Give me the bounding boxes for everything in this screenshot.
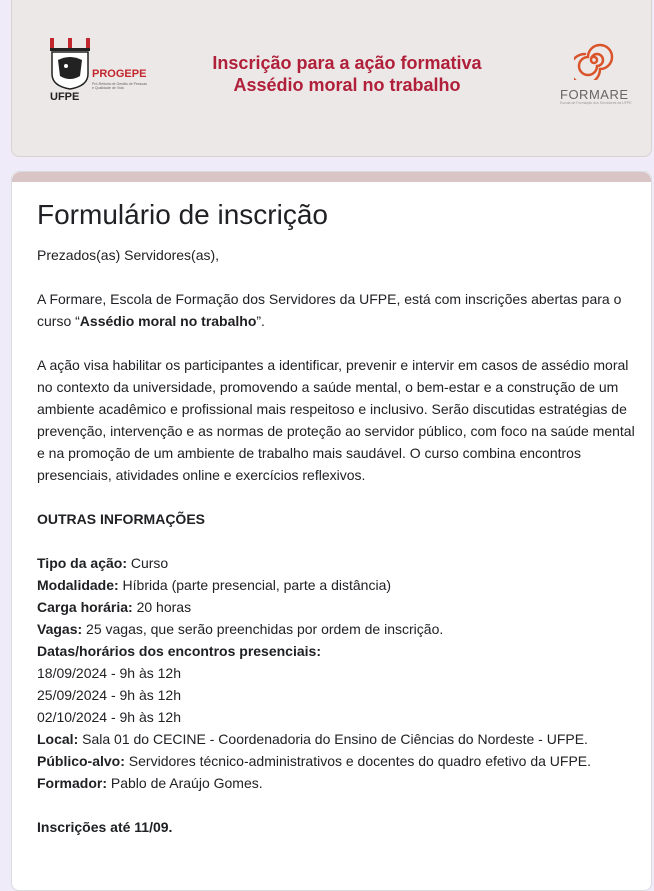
formare-label: FORMARE (560, 87, 629, 102)
vagas-value: 25 vagas, que serão preenchidas por ordem de inscrição. (82, 621, 444, 637)
formare-subtitle: Escola de Formação dos Servidores da UFPE (560, 101, 632, 105)
ufpe-crest-icon (48, 38, 92, 90)
section-heading: OUTRAS INFORMAÇÕES (37, 511, 205, 527)
course-name: Assédio moral no trabalho (79, 313, 257, 329)
modalidade-label: Modalidade: (37, 577, 119, 593)
form-description (37, 244, 637, 838)
date-item: 25/09/2024 - 9h às 12h (37, 687, 182, 703)
formador-value: Pablo de Araújo Gomes. (107, 775, 263, 791)
deadline: Inscrições até 11/09. (37, 819, 173, 835)
modalidade-value: Híbrida (parte presencial, parte a distância) (118, 577, 392, 593)
local-label: Local: (37, 731, 79, 747)
date-item: 18/09/2024 - 9h às 12h (37, 665, 182, 681)
banner-title-line2: Assédio moral no trabalho (233, 75, 461, 95)
info-vagas (37, 618, 637, 640)
info-modalidade (37, 574, 637, 596)
publico-value: Servidores técnico-administrativos e docentes do quadro efetivo da UFPE. (124, 753, 592, 769)
info-tipo (37, 552, 637, 574)
info-formador (37, 772, 637, 794)
formare-spiral-icon (574, 40, 614, 80)
banner-title (162, 52, 532, 96)
banner-title-line1: Inscrição para a ação formativa (212, 53, 482, 73)
date-item: 02/10/2024 - 9h às 12h (37, 709, 182, 725)
header-banner (11, 0, 652, 157)
info-local (37, 728, 637, 750)
datas-label: Datas/horários dos encontros presenciais: (37, 643, 321, 659)
carga-label: Carga horária: (37, 599, 133, 615)
vagas-label: Vagas: (37, 621, 83, 637)
intro-end: ”. (256, 313, 265, 329)
form-card (11, 171, 652, 891)
formador-label: Formador: (37, 775, 107, 791)
publico-label: Público-alvo: (37, 753, 125, 769)
formare-logo (557, 40, 637, 110)
form-title: Formulário de inscrição (37, 199, 328, 230)
form-body (37, 198, 637, 838)
info-carga (37, 596, 637, 618)
intro-text: A Formare, Escola de Formação dos Servidores da UFPE, está com inscrições abertas para o curso “ (37, 291, 622, 329)
ufpe-label: UFPE (50, 91, 80, 103)
tipo-label: Tipo da ação: (37, 555, 127, 571)
tipo-value: Curso (126, 555, 169, 571)
progepe-label: PROGEPE (92, 68, 147, 80)
ufpe-logo (48, 38, 158, 108)
info-publico (37, 750, 637, 772)
greeting: Prezados(as) Servidores(as), (37, 247, 220, 263)
local-value: Sala 01 do CECINE - Coordenadoria do Ensino de Ciências do Nordeste - UFPE. (78, 731, 588, 747)
carga-value: 20 horas (132, 599, 192, 615)
progepe-subtitle: Pró-Reitoria de Gestão de Pessoas e Qualidade de Vida (92, 82, 148, 90)
description-paragraph: A ação visa habilitar os participantes a identificar, prevenir e intervir em casos de assédio moral no contexto da universidade, promovendo a saúde mental, o bem-estar e a construção de um ambiente acadêmico e profissional mais respeitoso e inclusivo. Serão discutidas estratégias de prevenção, intervenção e as normas de proteção ao servidor público, com foco na saúde mental e na promoção de um ambiente de trabalho mais saudável. O curso combina encontros presenciais, atividades online e exercícios reflexivos. (37, 357, 635, 483)
intro-paragraph (37, 288, 637, 332)
